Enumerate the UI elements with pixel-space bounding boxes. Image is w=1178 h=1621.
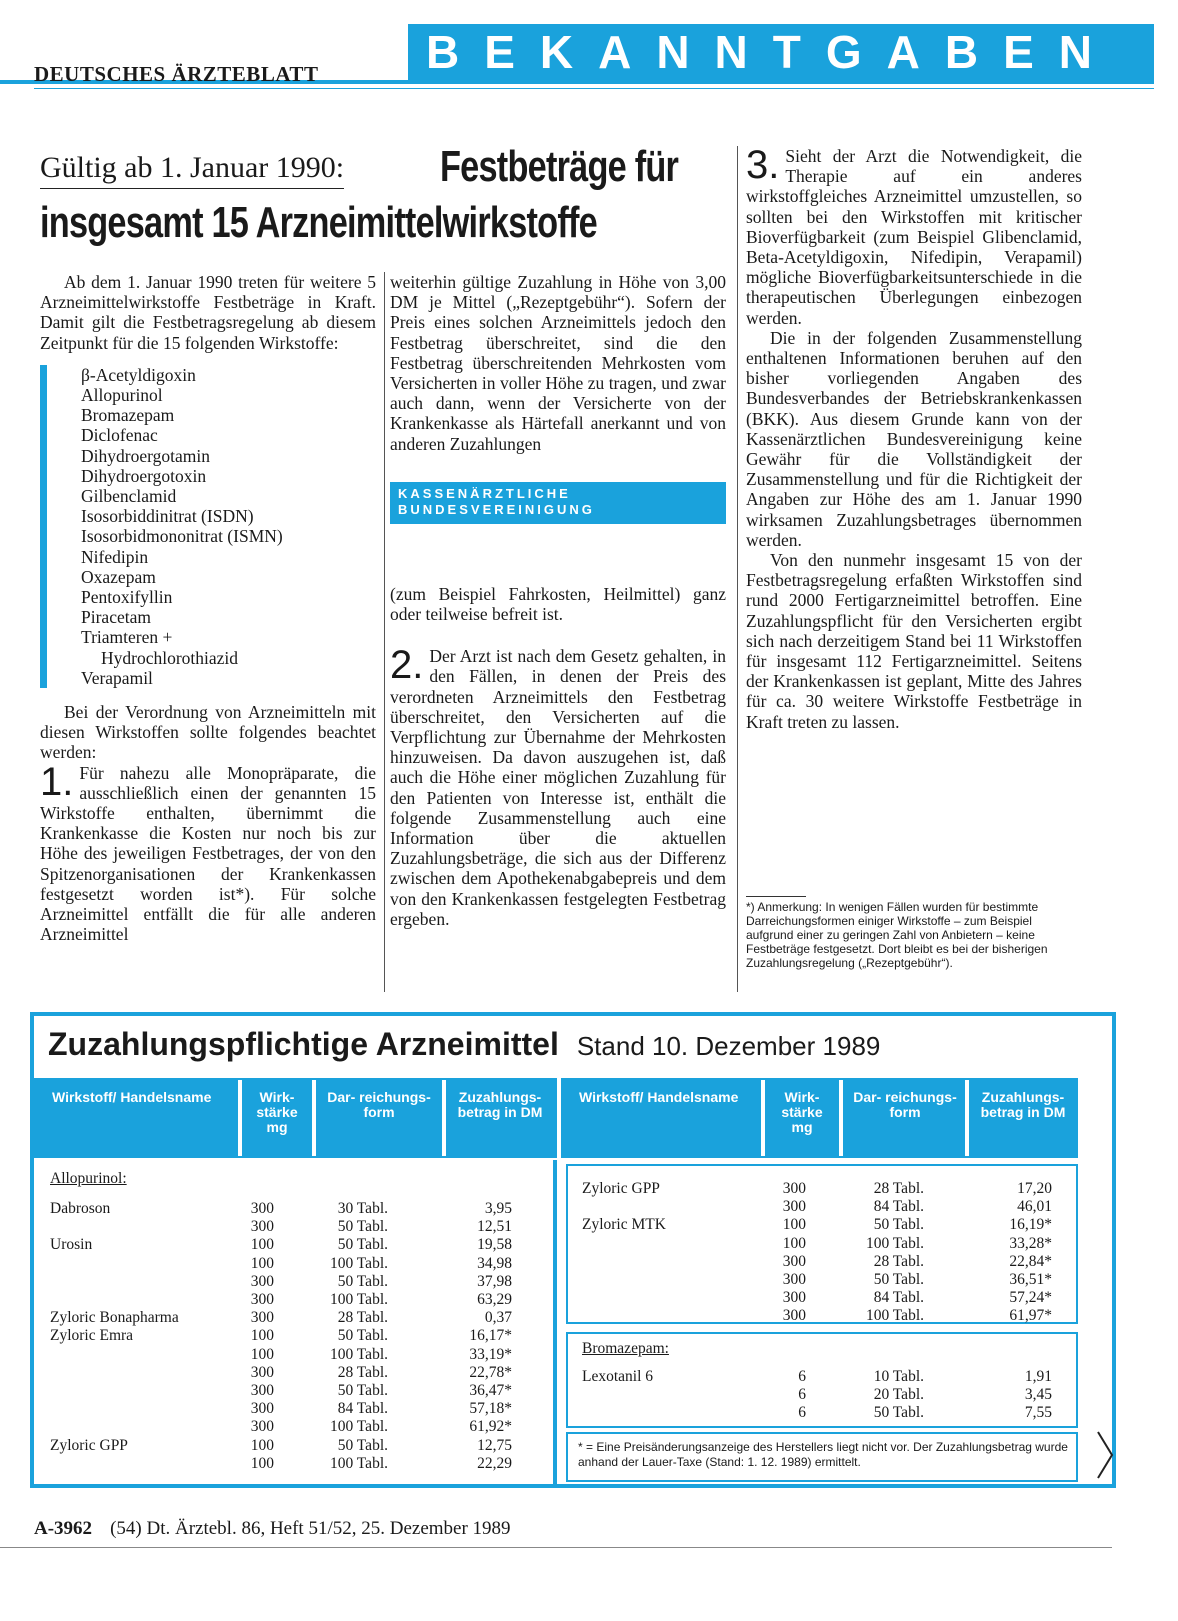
drug-list-item: Dihydroergotoxin — [81, 465, 207, 486]
cell-dosage-form: 84 Tabl. — [873, 1289, 924, 1307]
article-column-3 — [746, 143, 1082, 732]
table-title-main: Zuzahlungspflichtige Arzneimittel — [48, 1026, 559, 1062]
cell-dosage-form: 50 Tabl. — [337, 1327, 388, 1345]
cell-strength: 100 — [250, 1236, 274, 1254]
header-separator — [312, 1080, 316, 1156]
cell-product-name: Urosin — [50, 1236, 93, 1254]
footer-rule — [0, 1547, 1112, 1548]
cell-dosage-form: 50 Tabl. — [873, 1216, 924, 1234]
paragraph-text: Für nahezu alle Monopräparate, die ausschließlich einen der genannten 15 Wirkstoffe enthalten, übernimmt die Krankenkasse die Kosten nur noch bis zur Höhe des jeweiligen Festbetrages, der von den Spitzenorganisationen der Krankenkassen festgesetzt worden ist*). Für solche Arzneimittel entfällt die für alle anderen Arzneimittel — [40, 762, 376, 945]
cell-amount: 46,01 — [1017, 1198, 1052, 1216]
cell-amount: 16,19* — [1009, 1216, 1052, 1234]
cell-strength: 100 — [250, 1345, 274, 1363]
cell-product-name: Zyloric MTK — [582, 1216, 666, 1234]
article-column-2 — [390, 272, 726, 929]
cell-strength: 100 — [250, 1254, 274, 1272]
cell-dosage-form: 100 Tabl. — [329, 1291, 388, 1308]
cell-amount: 3,95 — [484, 1200, 512, 1217]
cell-strength: 100 — [250, 1327, 274, 1345]
cell-dosage-form: 84 Tabl. — [873, 1198, 924, 1216]
cell-strength: 300 — [250, 1218, 274, 1236]
cell-strength: 300 — [782, 1252, 806, 1270]
footnote-rule — [746, 896, 806, 897]
info-paragraph: Von den nunmehr insgesamt 15 von der Festbetragsregelung erfaßten Wirkstoffen sind rund 2000 Fertigarzneimittel betroffen. Eine Zuzahlungspflicht für den Versicherten ergibt sich nach derzeitigem Stand bei 11 Wirkstoffen für insgesamt 112 Fertigarzneimittel. Seitens der Krankenkassen ist geplant, Mitte des Jahres für ca. 30 weitere Wirkstoffe Festbeträge in Kraft treten zu lassen. — [746, 550, 1082, 732]
cell-strength: 300 — [782, 1271, 806, 1288]
drug-list-item-continued: Hydrochlorothiazid — [101, 647, 239, 668]
article-headline-line-2: insgesamt 15 Arzneimittelwirkstoffe — [40, 198, 597, 247]
numbered-paragraph-2 — [390, 643, 726, 929]
article-headline-line-1: Festbeträge für — [440, 142, 679, 191]
drug-list-item: Verapamil — [81, 667, 153, 688]
cell-amount: 61,97* — [1009, 1307, 1052, 1325]
cell-strength: 300 — [250, 1200, 274, 1217]
cell-product-name: Zyloric GPP — [50, 1436, 128, 1454]
cell-dosage-form: 100 Tabl. — [865, 1307, 924, 1325]
table-header-left — [34, 1078, 557, 1158]
header-form: Dar- reichungs- form — [853, 1089, 957, 1120]
cell-dosage-form: 10 Tabl. — [873, 1368, 924, 1385]
kbv-label-line-1: KASSENÄRZTLICHE — [398, 485, 571, 501]
table-right-rows-1 — [582, 1178, 1072, 1325]
cell-dosage-form: 100 Tabl. — [329, 1418, 388, 1436]
header-name: Wirkstoff/ Handelsname — [52, 1089, 212, 1105]
cell-amount: 57,18* — [469, 1400, 512, 1418]
drug-list-item: Isosorbidmononitrat (ISMN) — [81, 526, 283, 547]
cell-dosage-form: 30 Tabl. — [337, 1200, 388, 1217]
cell-strength: 300 — [782, 1180, 806, 1197]
table-right-rows-2 — [582, 1340, 1072, 1426]
footnote — [746, 900, 1082, 970]
cell-strength: 300 — [250, 1309, 274, 1327]
cell-amount: 36,47* — [469, 1382, 512, 1399]
cell-amount: 19,58 — [477, 1236, 512, 1254]
cell-dosage-form: 50 Tabl. — [337, 1272, 388, 1290]
cell-product-name: Dabroson — [50, 1200, 111, 1217]
header-amount: Zuzahlungs- betrag in DM — [457, 1089, 543, 1120]
info-paragraph: Die in der folgenden Zusammenstellung enthaltenen Informationen beruhen auf den bisher vorliegenden Angaben des Bundesverbandes der Betriebskrankenkassen (BKK). Aus diesem Grunde kann von der Kassenärztlichen Bundesvereinigung keine Gewähr für die Vollständigkeit der Zusammenstellung und für die Richtigkeit der Angaben zur Höhe des am 1. Januar 1990 wirksamen Zuzahlungsbetrages übernommen werden. — [746, 327, 1082, 550]
journal-name: DEUTSCHES ÄRZTEBLATT — [34, 62, 319, 86]
drug-list-item: Diclofenac — [81, 425, 158, 446]
cell-dosage-form: 84 Tabl. — [337, 1400, 388, 1418]
header-amount: Zuzahlungs- betrag in DM — [980, 1089, 1066, 1120]
cell-dosage-form: 28 Tabl. — [873, 1252, 924, 1270]
drug-list-item: Dihydroergotamin — [81, 445, 210, 466]
cell-strength: 100 — [250, 1436, 274, 1454]
drug-list-item: Triamteren + — [81, 627, 173, 648]
cell-strength: 300 — [250, 1418, 274, 1436]
arrow-right-icon — [1096, 1430, 1114, 1480]
kbv-label-box — [390, 482, 726, 524]
drug-list — [40, 365, 376, 688]
footnote-text: Anmerkung: In wenigen Fällen wurden für bestimmte Darreichungsformen einiger Wirkstoffe – zum Beispiel aufgrund einer zu geringen Zahl von Anbietern – keine Festbeträge festgesetzt. Dort bleibt es bei der bisherigen Zuzahlungsregelung („Rezeptgebühr“). — [746, 900, 1048, 970]
drug-list-item: Pentoxifyllin — [81, 587, 173, 608]
drug-list-item: Gilbenclamid — [81, 486, 177, 507]
drug-list-item: β-Acetyldigoxin — [81, 364, 196, 385]
cell-product-name: Zyloric Emra — [50, 1327, 134, 1345]
cell-amount: 12,75 — [477, 1436, 512, 1454]
paragraph-text: Sieht der Arzt die Notwendigkeit, die Therapie auf ein anderes wirkstoffgleiches Arzneimittel umzustellen, so sollten bei den Wirkstoffen mit kritischer Bioverfügbarkeit (zum Beispiel Glibenclamid, Beta-Acetyldigoxin, Nifedipin, Verapamil) mögliche Bioverfügbarkeitsunterschiede in die therapeutischen Überlegungen einbezogen werden. — [746, 146, 1082, 328]
cell-dosage-form: 20 Tabl. — [873, 1386, 924, 1404]
cell-dosage-form: 28 Tabl. — [337, 1309, 388, 1327]
cell-product-name: Zyloric Bonapharma — [50, 1309, 179, 1327]
cell-dosage-form: 50 Tabl. — [337, 1436, 388, 1454]
header-separator — [839, 1080, 843, 1156]
cell-product-name: Zyloric GPP — [582, 1180, 660, 1197]
cell-dosage-form: 28 Tabl. — [337, 1363, 388, 1381]
cell-product-name: Lexotanil 6 — [582, 1368, 654, 1385]
intro-paragraph: Ab dem 1. Januar 1990 treten für weitere 5 Arzneimittelwirkstoffe Festbeträge in Kraft. Damit gilt die Festbetragsregelung ab diesem Zeitpunkt für die 15 folgenden Wirkstoffe: — [40, 272, 376, 353]
cell-amount: 12,51 — [477, 1218, 512, 1236]
cell-strength: 6 — [798, 1386, 806, 1404]
cell-amount: 0,37 — [484, 1309, 512, 1327]
table-group-label: Allopurinol: — [50, 1170, 127, 1187]
paragraph-number: 1. — [40, 759, 74, 804]
cell-amount: 22,29 — [477, 1454, 512, 1472]
cell-strength: 300 — [250, 1363, 274, 1381]
cell-strength: 6 — [798, 1368, 806, 1385]
cell-dosage-form: 50 Tabl. — [337, 1382, 388, 1399]
kbv-label-line-2: BUNDESVEREINIGUNG — [398, 501, 595, 517]
paragraph-text: Der Arzt ist nach dem Gesetz gehalten, in den Fällen, in denen der Preis des verordneten Arzneimittels den Festbetrag überschreitet, den Versicherten auf die Verpflichtung zur Übernahme der Mehrkosten hinzuweisen. Da davon auszugehen ist, daß auch die Höhe einer möglichen Zuzahlung für den Patienten von Interesse ist, enthält die folgende Zusammenstellung auch eine Information über die aktuellen Zuzahlungsbeträge, die sich aus der Differenz zwischen dem Apothekenabgabepreis und dem von den Krankenkassen festgelegten Festbetrag ergeben. — [390, 646, 726, 929]
cell-amount: 33,28* — [1009, 1234, 1052, 1252]
usage-note-paragraph: Bei der Verordnung von Arzneimitteln mit diesen Wirkstoffen sollte folgendes beachtet werden: — [40, 702, 376, 763]
numbered-paragraph-1 — [40, 759, 376, 945]
drug-list-item: Allopurinol — [81, 385, 163, 406]
cell-amount: 37,98 — [477, 1272, 512, 1290]
table-note: * = Eine Preisänderungsanzeige des Herstellers liegt nicht vor. Der Zuzahlungsbetrag wurde anhand der Lauer-Taxe (Stand: 1. 12. 1989) ermittelt. — [578, 1440, 1068, 1469]
cell-amount: 36,51* — [1009, 1271, 1052, 1288]
header-separator — [442, 1080, 446, 1156]
table-title-stand: Stand 10. Dezember 1989 — [576, 1031, 881, 1061]
cell-strength: 300 — [250, 1382, 274, 1399]
drug-list-item: Piracetam — [81, 607, 151, 628]
header-separator — [238, 1080, 242, 1156]
header-form: Dar- reichungs- form — [327, 1089, 431, 1120]
header-strength: Wirk- stärke mg — [256, 1089, 298, 1135]
cell-strength: 6 — [798, 1404, 806, 1422]
header-separator — [761, 1080, 765, 1156]
cell-strength: 100 — [782, 1234, 806, 1252]
drug-list-item: Oxazepam — [81, 566, 156, 587]
cell-dosage-form: 100 Tabl. — [329, 1254, 388, 1272]
paragraph-number: 3. — [746, 143, 780, 187]
cell-amount: 22,84* — [1009, 1252, 1052, 1270]
table-group-label: Bromazepam: — [582, 1340, 669, 1357]
cell-dosage-form: 100 Tabl. — [329, 1345, 388, 1363]
cell-strength: 300 — [250, 1400, 274, 1418]
header-separator — [965, 1080, 969, 1156]
footnote-mark: *) — [746, 900, 755, 914]
column-rule — [737, 146, 738, 992]
footer-citation — [34, 1518, 511, 1540]
cell-strength: 100 — [782, 1216, 806, 1234]
cell-strength: 300 — [782, 1307, 806, 1325]
cell-strength: 300 — [250, 1272, 274, 1290]
cell-amount: 7,55 — [1024, 1404, 1052, 1422]
table-header-right — [561, 1078, 1078, 1158]
cell-amount: 34,98 — [477, 1254, 512, 1272]
cell-amount: 22,78* — [469, 1363, 512, 1381]
page-number: A-3962 — [34, 1518, 93, 1539]
table-left-rows — [50, 1170, 550, 1480]
cell-amount: 17,20 — [1017, 1180, 1052, 1197]
cell-amount: 16,17* — [469, 1327, 512, 1345]
cell-amount: 61,92* — [469, 1418, 512, 1436]
cell-dosage-form: 100 Tabl. — [865, 1234, 924, 1252]
cell-strength: 300 — [782, 1198, 806, 1216]
article-subhead: Gültig ab 1. Januar 1990: — [40, 150, 344, 189]
cell-amount: 3,45 — [1024, 1386, 1052, 1404]
cell-dosage-form: 50 Tabl. — [873, 1404, 924, 1422]
drug-list-item: Isosorbiddinitrat (ISDN) — [81, 506, 254, 527]
section-banner: BEKANNTGABEN — [408, 24, 1154, 80]
cell-amount: 1,91 — [1024, 1368, 1052, 1385]
cell-amount: 57,24* — [1009, 1289, 1052, 1307]
cell-amount: 33,19* — [469, 1345, 512, 1363]
cell-dosage-form: 50 Tabl. — [337, 1218, 388, 1236]
cell-dosage-form: 28 Tabl. — [873, 1180, 924, 1197]
paragraph-number: 2. — [390, 643, 424, 688]
header-name: Wirkstoff/ Handelsname — [579, 1089, 739, 1105]
continued-paragraph: (zum Beispiel Fahrkosten, Heilmittel) ganz oder teilweise befreit ist. — [390, 583, 726, 625]
cell-dosage-form: 50 Tabl. — [337, 1236, 388, 1254]
cell-strength: 300 — [782, 1289, 806, 1307]
numbered-paragraph-3 — [746, 143, 1082, 328]
citation-text: (54) Dt. Ärztebl. 86, Heft 51/52, 25. Dezember 1989 — [110, 1518, 511, 1539]
header-strength: Wirk- stärke mg — [781, 1089, 823, 1135]
drug-list-item: Nifedipin — [81, 546, 149, 567]
cell-strength: 300 — [250, 1291, 274, 1308]
cell-amount: 63,29 — [477, 1291, 512, 1308]
header-rule — [34, 88, 1154, 89]
article-column-1 — [40, 272, 376, 945]
cell-dosage-form: 100 Tabl. — [329, 1454, 388, 1472]
table-title — [48, 1026, 880, 1063]
column-rule — [384, 272, 385, 992]
cell-dosage-form: 50 Tabl. — [873, 1271, 924, 1288]
cell-strength: 100 — [250, 1454, 274, 1472]
continued-paragraph: weiterhin gültige Zuzahlung in Höhe von 3,00 DM je Mittel („Rezeptgebühr“). Sofern der Preis eines solchen Arzneimittels jedoch den Festbetrag überschreitet, sind die den Festbetrag überschreitenden Mehrkosten vom Versicherten in voller Höhe zu tragen, und zwar auch dann, wenn der Versicherte von der Krankenkasse als Härtefall anerkannt und von anderen Zuzahlungen — [390, 272, 726, 454]
drug-list-item: Bromazepam — [81, 405, 175, 426]
